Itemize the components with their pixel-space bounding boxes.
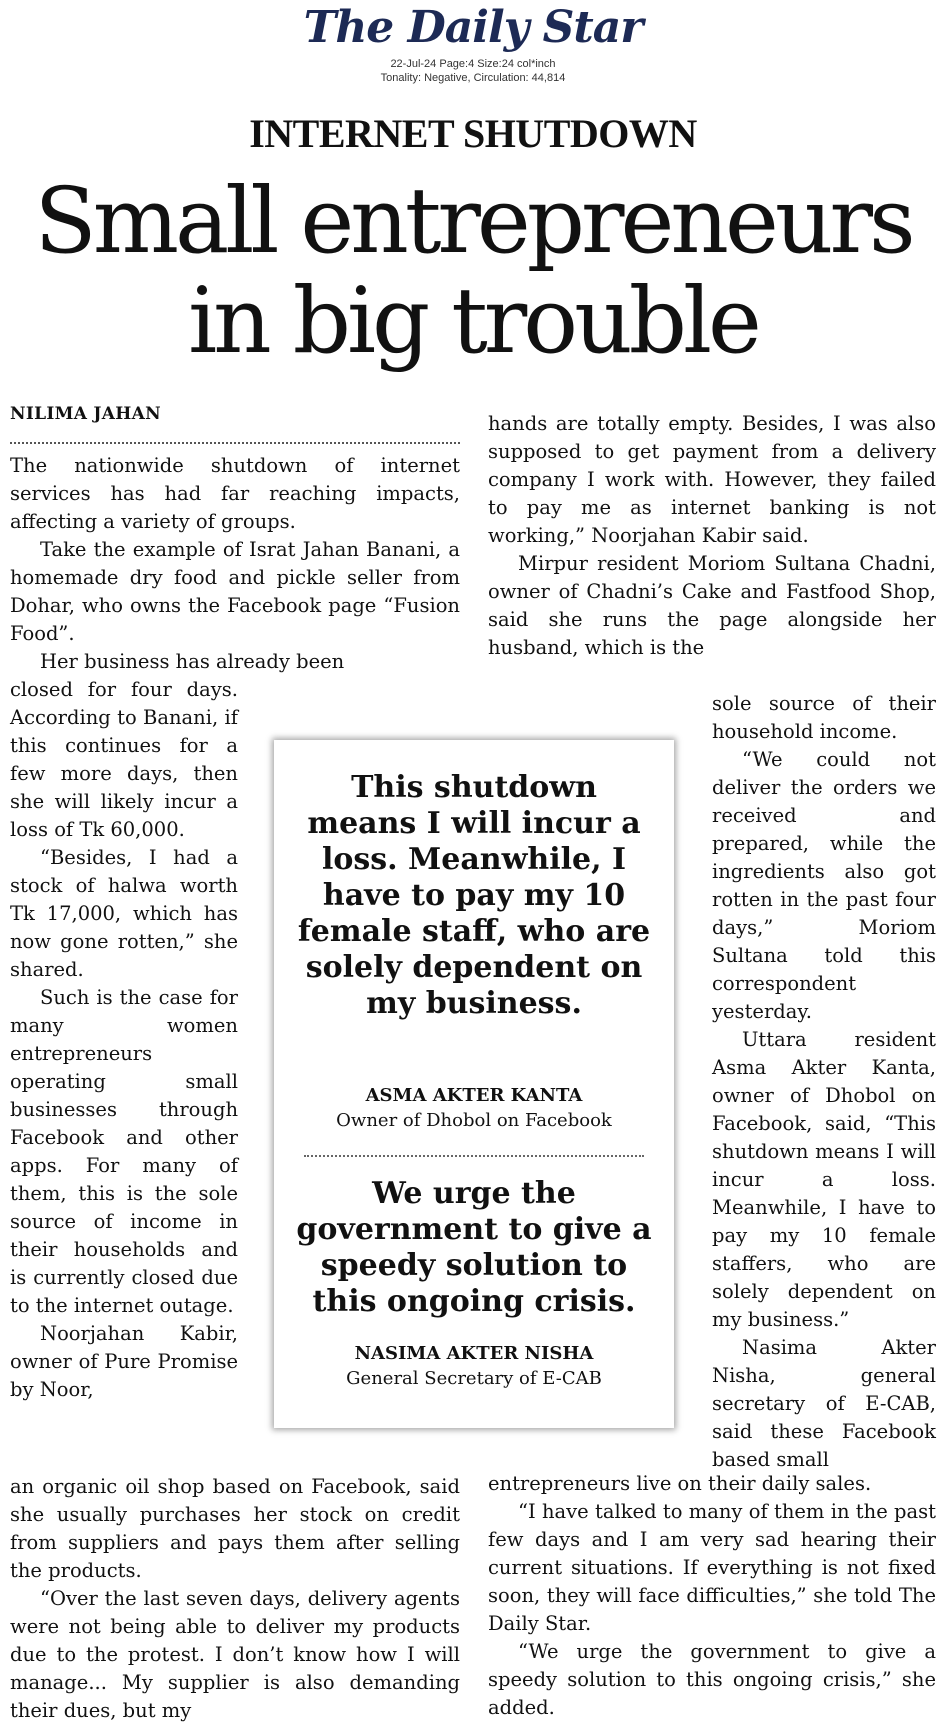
pullquote-text-1: This shutdown means I will incur a loss. Meanwhile, I have to pay my 10 female staff, who are solely dependent on my business. <box>297 770 651 1021</box>
column1-narrow <box>10 676 238 1404</box>
paragraph: “I have talked to many of them in the past few days and I am very sad hearing their current situations. If everything is not fixed soon, they will face difficulties,” she told The Daily Star. <box>488 1500 936 1635</box>
paragraph: Her business has already been <box>40 650 345 673</box>
paragraph: “Over the last seven days, delivery agents were not being able to deliver my products due to the protest. I don’t know how I will manage... My supplier is also demanding their dues, but my <box>10 1587 460 1722</box>
paragraph: Mirpur resident Moriom Sultana Chadni, owner of Chadni’s Cake and Fastfood Shop, said she runs the page alongside her husband, which is the <box>488 552 936 659</box>
paragraph: The nationwide shutdown of internet services has had far reaching impacts, affecting a variety of groups. <box>10 454 460 533</box>
paragraph: Take the example of Israt Jahan Banani, a homemade dry food and pickle seller from Dohar, who owns the Facebook page “Fusion Food”. <box>10 538 460 645</box>
byline-divider <box>10 442 460 444</box>
pullquote-attribution-name-2: NASIMA AKTER NISHA <box>354 1343 594 1364</box>
paragraph: Uttara resident Asma Akter Kanta, owner of Dhobol on Facebook, said, “This shutdown means I will incur a loss. Meanwhile, I have to pay my 10 female staffers, who are solely dependent on my business.” <box>712 1028 936 1331</box>
paragraph: an organic oil shop based on Facebook, said she usually purchases her stock on credit from suppliers and pays them after selling the products. <box>10 1475 460 1582</box>
clipping-meta-date: 22-Jul-24 Page:4 Size:24 col*inch <box>390 58 556 70</box>
pullquote-attribution-role-2: General Secretary of E-CAB <box>346 1368 602 1389</box>
column2-bottom <box>488 1470 936 1722</box>
article-kicker: INTERNET SHUTDOWN <box>249 111 697 156</box>
column1-bottom <box>10 1473 460 1725</box>
pullquote-divider <box>304 1155 644 1157</box>
paragraph: Such is the case for many women entrepreneurs operating small businesses through Facebook and other apps. For many of them, this is the sole source of income in their households and is currently closed due to the internet outage. <box>10 986 238 1317</box>
paragraph: “We could not deliver the orders we received and prepared, while the ingredients also got rotten in the past four days,” Moriom Sultana told this correspondent yesterday. <box>712 748 936 1023</box>
column1-top <box>10 452 460 676</box>
paragraph: sole source of their household income. <box>712 692 936 743</box>
article-headline-line1: Small entrepreneurs <box>34 169 912 274</box>
paragraph: Noorjahan Kabir, owner of Pure Promise by Noor, <box>10 1322 238 1401</box>
newspaper-logo: The Daily Star <box>303 2 643 53</box>
paragraph: “Besides, I had a stock of halwa worth Tk 17,000, which has now gone rotten,” she shared. <box>10 846 238 981</box>
article-headline-line2: in big trouble <box>188 269 758 374</box>
pullquote-attribution-role-1: Owner of Dhobol on Facebook <box>336 1110 612 1131</box>
column2-narrow <box>712 690 936 1474</box>
paragraph: Nasima Akter Nisha, general secretary of E-CAB, said these Facebook based small <box>712 1336 936 1471</box>
paragraph: entrepreneurs live on their daily sales. <box>488 1472 872 1495</box>
pullquote-attribution-name-1: ASMA AKTER KANTA <box>365 1085 583 1106</box>
paragraph: “We urge the government to give a speedy solution to this ongoing crisis,” she added. <box>488 1640 936 1719</box>
paragraph: hands are totally empty. Besides, I was also supposed to get payment from a delivery company I work with. However, they failed to pay me as internet banking is not working,” Noorjahan Kabir said. <box>488 412 936 547</box>
column2-top <box>488 410 936 662</box>
clipping-meta-tonality: Tonality: Negative, Circulation: 44,814 <box>380 72 566 84</box>
article-byline: NILIMA JAHAN <box>10 404 161 424</box>
pullquote-box <box>274 740 674 1428</box>
paragraph: closed for four days. According to Banani, if this continues for a few more days, then she will likely incur a loss of Tk 60,000. <box>10 678 238 841</box>
pullquote-text-2: We urge the government to give a speedy solution to this ongoing crisis. <box>296 1176 652 1319</box>
